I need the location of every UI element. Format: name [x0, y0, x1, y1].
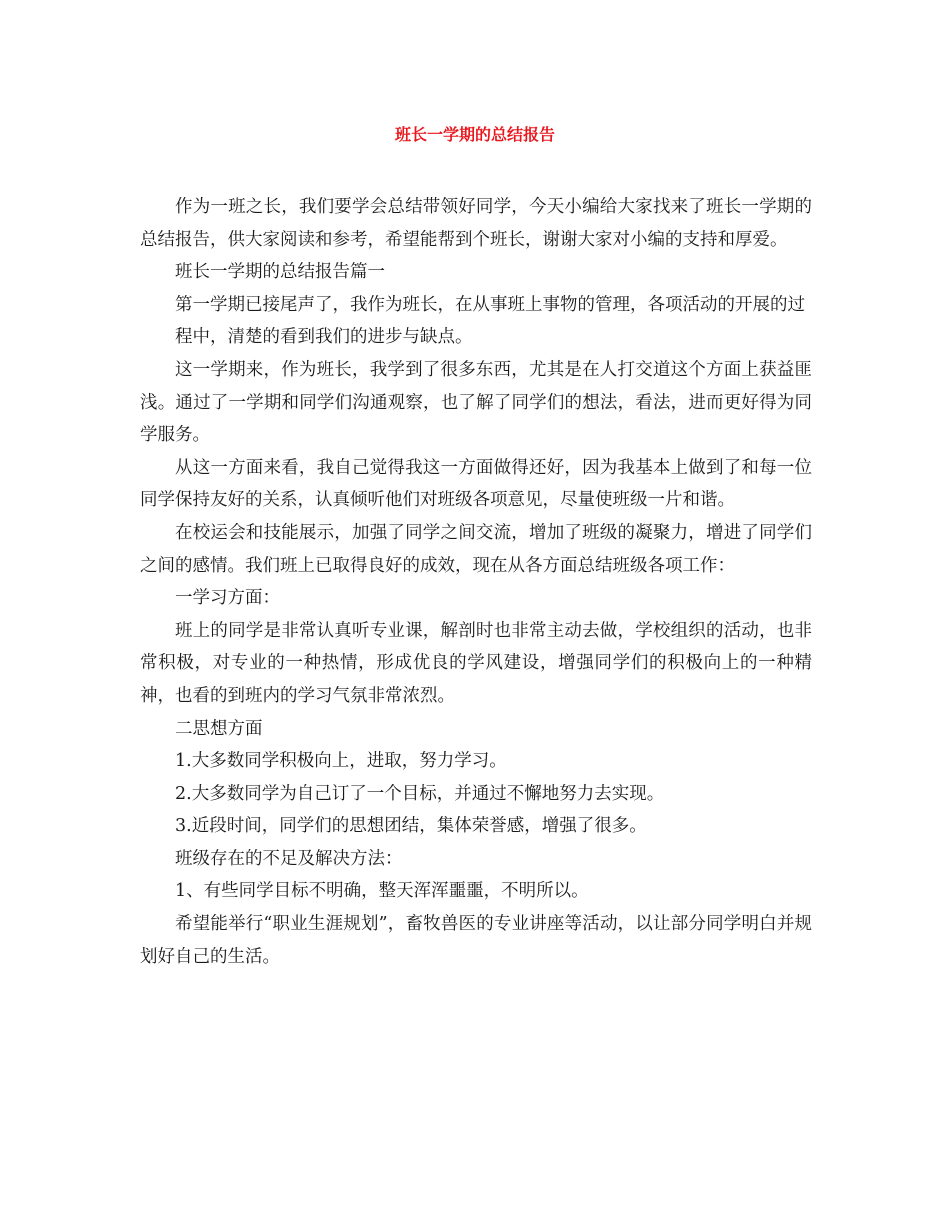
intro-paragraph: 作为一班之长，我们要学会总结带领好同学，今天小编给大家找来了班长一学期的总结报告，供大家阅读和参考，希望能帮到个班长，谢谢大家对小编的支持和厚爱。: [140, 197, 812, 250]
body-paragraph: 从这一方面来看，我自己觉得我这一方面做得还好，因为我基本上做到了和每一位同学保持友好的关系，认真倾听他们对班级各项意见，尽量使班级一片和谐。: [140, 457, 812, 511]
body-paragraph: 第一学期已接尾声了，我作为班长，在从事班上事物的管理，各项活动的开展的过: [175, 294, 805, 315]
section-heading-shortcomings: 班级存在的不足及解决方法：: [175, 848, 403, 869]
body-paragraph: 这一学期来，作为班长，我学到了很多东西，尤其是在人打交道这个方面上获益匪浅。通过了一学期和同学们沟通观察，也了解了同学们的想法，看法，进而更好得为同学服务。: [140, 359, 812, 446]
list-item: 2.大多数同学为自己订了一个目标，并通过不懈地努力去实现。: [175, 783, 665, 804]
section-heading-study: 一学习方面：: [175, 588, 280, 609]
document-body: [140, 191, 812, 973]
body-paragraph: 程中，清楚的看到我们的进步与缺点。: [175, 327, 473, 348]
section-heading-thought: 二思想方面: [175, 718, 263, 739]
body-paragraph: 希望能举行“职业生涯规划”，畜牧兽医的专业讲座等活动，以让部分同学明白并规划好自己的生活。: [140, 914, 812, 967]
document-title: 班长一学期的总结报告: [394, 125, 555, 144]
section-heading-part-one: 班长一学期的总结报告篇一: [175, 262, 385, 283]
list-item: 1、有些同学目标不明确，整天浑浑噩噩，不明所以。: [175, 881, 589, 902]
body-paragraph: 班上的同学是非常认真听专业课，解剖时也非常主动去做，学校组织的活动，也非常积极，对专业的一种热情，形成优良的学风建设，增强同学们的积极向上的一种精神，也看的到班内的学习气氛非常浓烈。: [140, 620, 812, 706]
body-paragraph: 在校运会和技能展示，加强了同学之间交流，增加了班级的凝聚力，增进了同学们之间的感情。我们班上已取得良好的成效，现在从各方面总结班级各项工作：: [140, 522, 812, 576]
list-item: 1.大多数同学积极向上，进取，努力学习。: [175, 751, 507, 772]
list-item: 3.近段时间，同学们的思想团结，集体荣誉感，增强了很多。: [175, 816, 647, 837]
